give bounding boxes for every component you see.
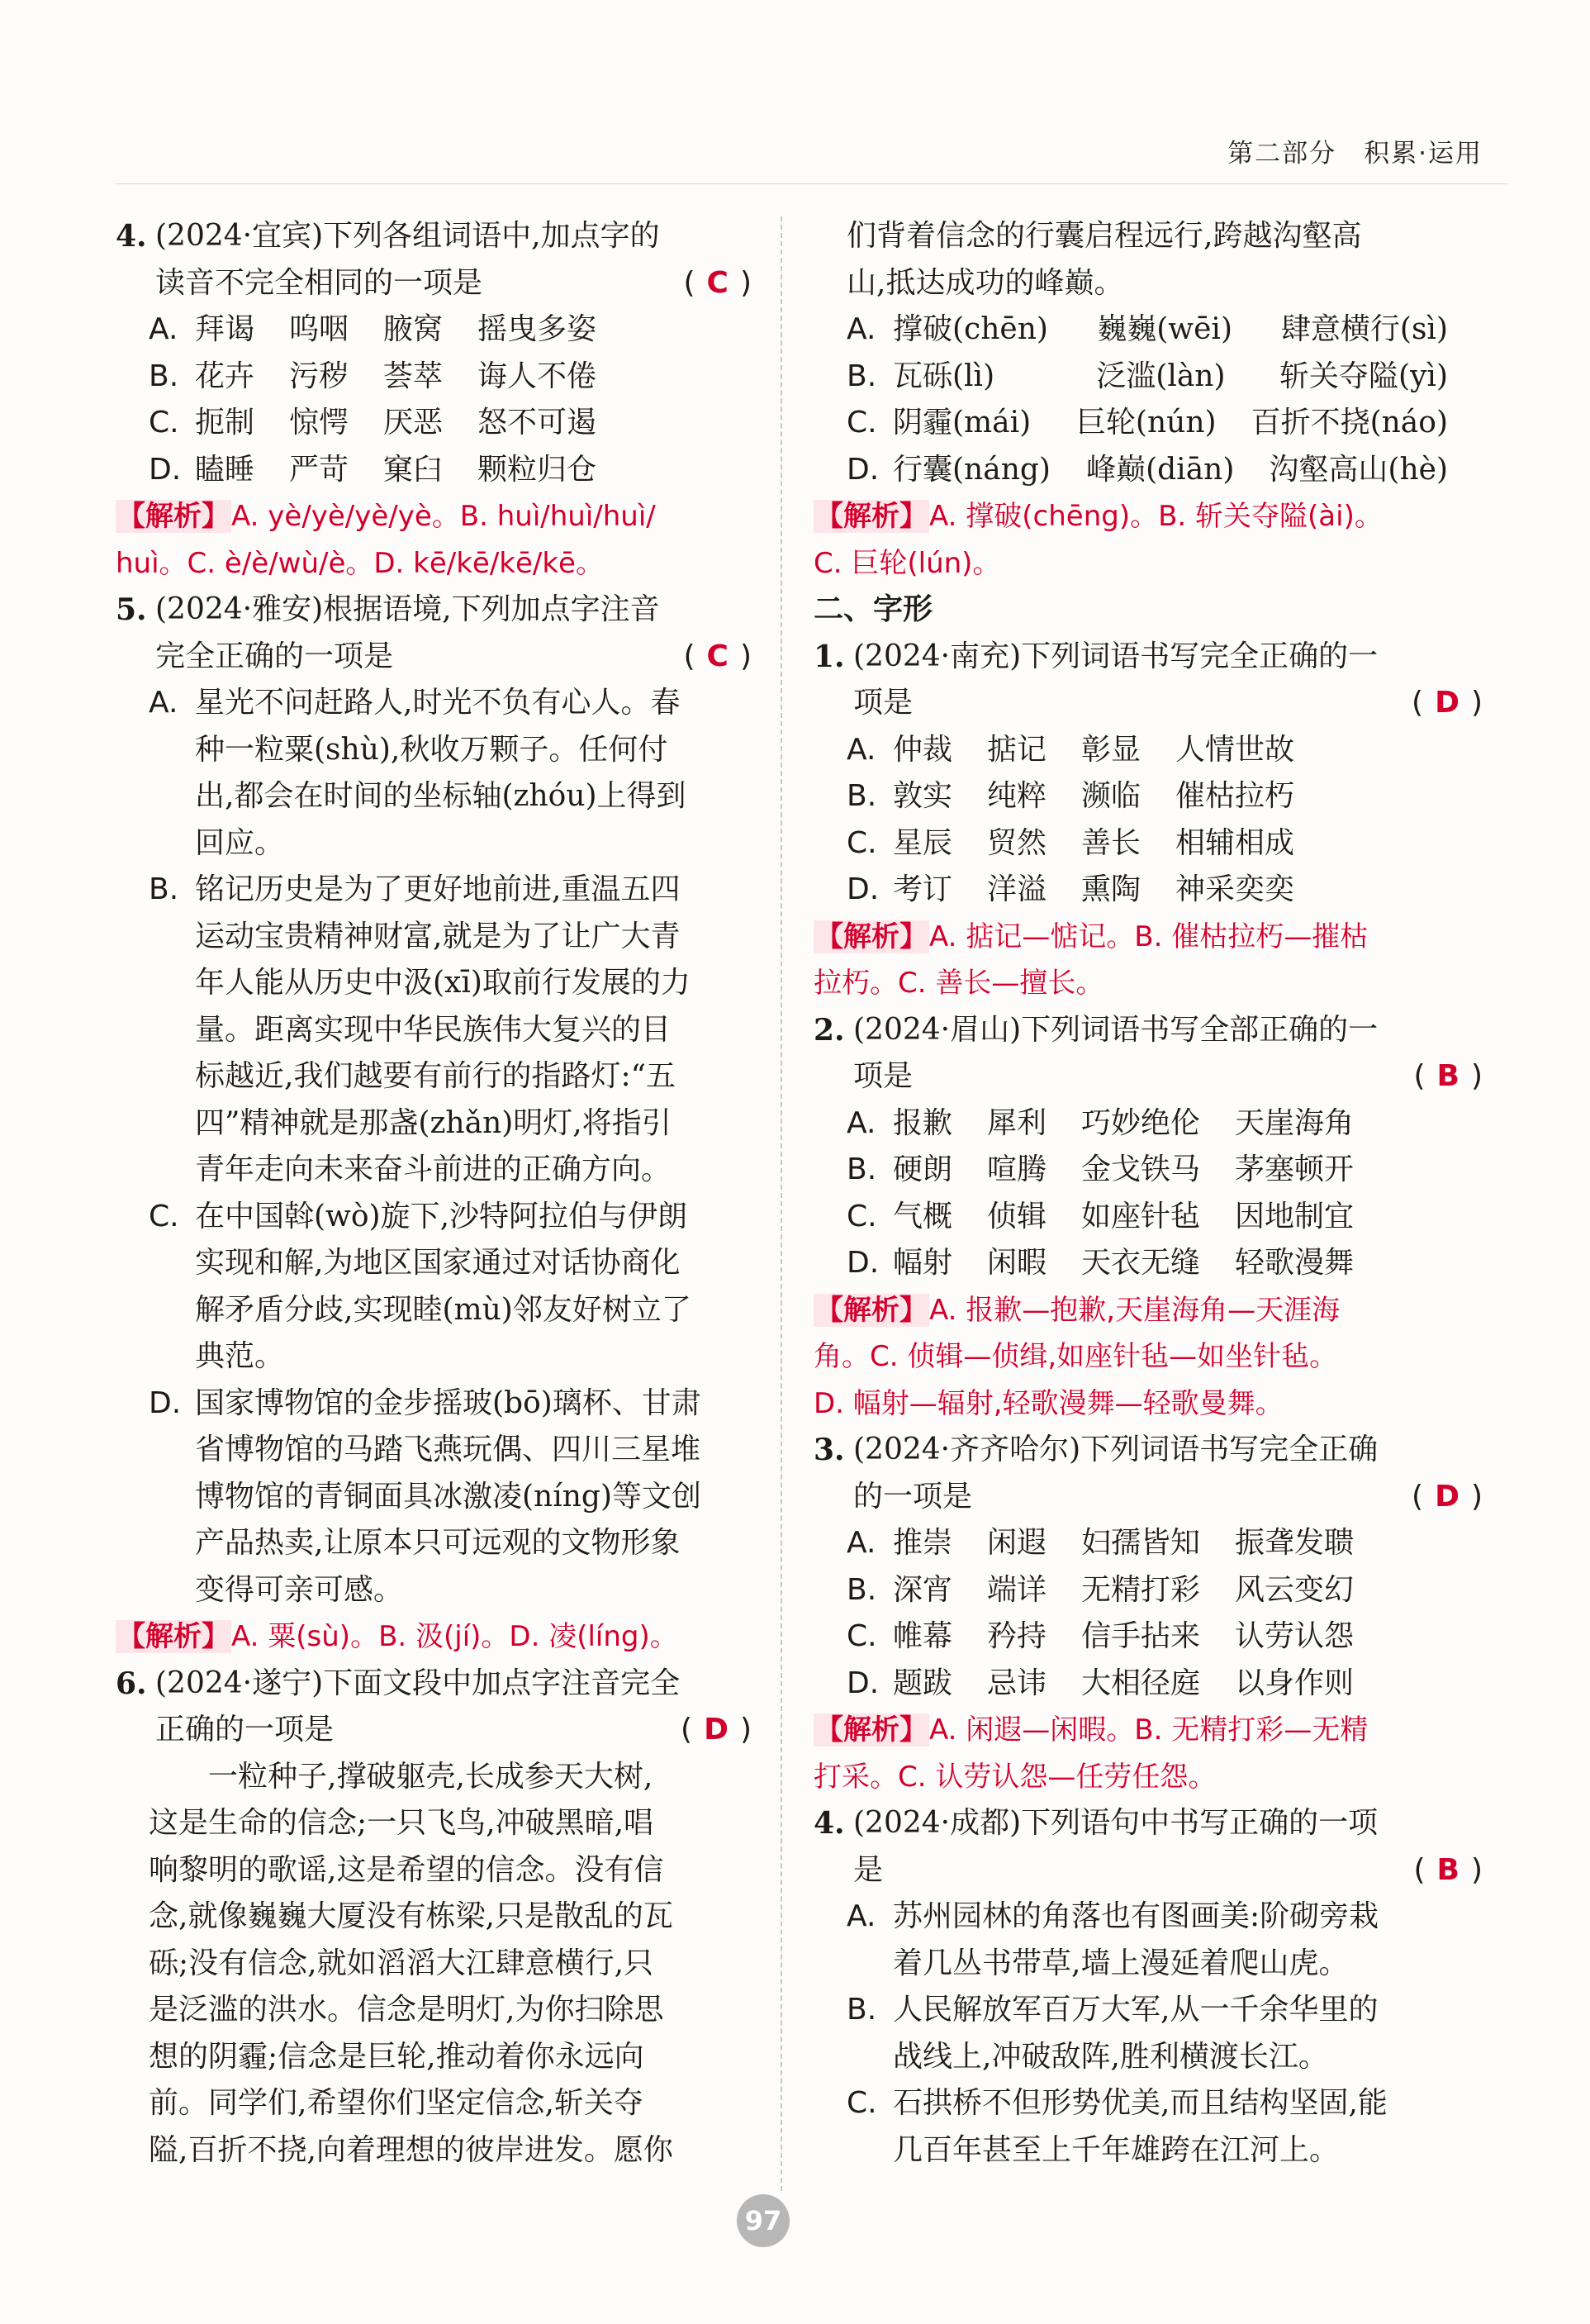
question-number: 4. bbox=[116, 219, 147, 254]
question-stem-line: 项是 ( D ) bbox=[853, 680, 1483, 727]
answer-box: ( D ) bbox=[681, 1713, 752, 1747]
explanation-tag: 【解析】 bbox=[815, 500, 928, 533]
explanation-tag: 【解析】 bbox=[815, 1293, 928, 1327]
question-6-pronunciation bbox=[116, 1661, 752, 1754]
answer-letter: C bbox=[706, 265, 729, 300]
question-2-characters bbox=[814, 1007, 1483, 1100]
explanation-tag: 【解析】 bbox=[815, 1713, 928, 1747]
option-b: B. 瓦砾(lì) 泛滥(làn) 斩关夺隘(yì) bbox=[847, 359, 1448, 393]
option-c: C. 阴霾(mái) 巨轮(nún) 百折不挠(náo) bbox=[847, 406, 1448, 440]
option-list bbox=[814, 727, 1483, 914]
option-a: A. 推崇 闲遐 妇孺皆知 振聋发聩 bbox=[847, 1526, 1355, 1560]
question-stem-line: 项是 ( B ) bbox=[853, 1053, 1483, 1100]
option-list bbox=[814, 307, 1483, 493]
option-list bbox=[814, 1894, 1483, 2174]
question-stem-line: (2024·遂宁)下面文段中加点字注音完全 bbox=[155, 1666, 681, 1700]
question-number: 6. bbox=[116, 1666, 147, 1701]
option-a: A. 苏州园林的角落也有图画美:阶砌旁栽 着几丛书带草,墙上漫延着爬山虎。 bbox=[847, 1899, 1379, 1980]
question-number: 4. bbox=[814, 1806, 845, 1841]
answer-box: ( B ) bbox=[1413, 1059, 1483, 1093]
option-a: A. 仲裁 掂记 彰显 人情世故 bbox=[847, 732, 1295, 767]
option-d: D. 题跋 忌讳 大相径庭 以身作则 bbox=[847, 1666, 1355, 1700]
question-4-characters bbox=[814, 1800, 1483, 1894]
answer-letter: C bbox=[706, 639, 729, 673]
option-c: C. 星辰 贸然 善长 相辅相成 bbox=[847, 825, 1295, 860]
option-c: C. 在中国斡(wò)旋下,沙特阿拉伯与伊朗 实现和解,为地区国家通过对话协商化 解矛盾分歧,实现睦(mù)邻友好树立了 典范。 bbox=[149, 1199, 691, 1373]
option-c: C. 扼制 惊愕 厌恶 怒不可遏 bbox=[149, 406, 597, 440]
explanation: 【解析】A. 掂记—惦记。B. 催枯拉朽—摧枯 拉朽。C. 善长—擅长。 bbox=[814, 920, 1369, 1000]
question-number: 1. bbox=[814, 639, 845, 674]
explanation: 【解析】A. 撑破(chēng)。B. 斩关夺隘(ài)。 C. 巨轮(lún)。 bbox=[814, 500, 1383, 580]
answer-letter: D bbox=[1435, 686, 1459, 720]
option-a: A. 拜谒 呜咽 腋窝 摇曳多姿 bbox=[149, 312, 597, 346]
question-5-pronunciation bbox=[116, 587, 752, 680]
option-list bbox=[814, 1100, 1483, 1287]
answer-letter: B bbox=[1436, 1059, 1459, 1093]
question-4-pronunciation bbox=[116, 213, 752, 307]
section-heading: 二、字形 bbox=[814, 592, 933, 626]
option-c: C. 石拱桥不但形势优美,而且结构坚固,能 几百年甚至上千年雄跨在江河上。 bbox=[847, 2086, 1388, 2167]
question-stem-line: 完全正确的一项是 ( C ) bbox=[155, 634, 752, 681]
explanation-tag: 【解析】 bbox=[117, 1620, 230, 1653]
question-1-characters bbox=[814, 634, 1483, 727]
question-stem-line: (2024·齐齐哈尔)下列词语书写完全正确 bbox=[853, 1433, 1379, 1466]
option-d: D. 考订 洋溢 熏陶 神采奕奕 bbox=[847, 872, 1295, 906]
question-number: 3. bbox=[814, 1433, 845, 1467]
question-stem-line: (2024·南充)下列词语书写完全正确的一 bbox=[853, 639, 1379, 673]
explanation-tag: 【解析】 bbox=[117, 500, 230, 533]
column-divider bbox=[781, 216, 782, 2191]
option-b: B. 人民解放军百万大军,从一千余华里的 战线上,冲破敌阵,胜利横渡长江。 bbox=[847, 1993, 1379, 2074]
option-b: B. 深宵 端详 无精打彩 风云变幻 bbox=[847, 1572, 1355, 1607]
option-list bbox=[116, 680, 752, 1613]
option-b: B. 花卉 污秽 荟萃 诲人不倦 bbox=[149, 359, 597, 393]
answer-letter: D bbox=[1435, 1479, 1459, 1514]
left-column bbox=[116, 213, 752, 2174]
answer-box: ( C ) bbox=[683, 639, 752, 673]
explanation-tag: 【解析】 bbox=[815, 920, 928, 953]
option-b: B. 敦实 纯粹 濒临 催枯拉朽 bbox=[847, 779, 1295, 813]
explanation: 【解析】A. 闲遐—闲暇。B. 无精打彩—无精 打采。C. 认劳认怨—任劳任怨。 bbox=[814, 1713, 1369, 1794]
header-rule bbox=[116, 183, 1507, 184]
question-stem-line: (2024·宜宾)下列各组词语中,加点字的 bbox=[155, 219, 660, 253]
answer-box: ( D ) bbox=[1412, 1479, 1483, 1514]
option-d: D. 瞌睡 严苛 窠臼 颗粒归仓 bbox=[149, 452, 597, 487]
explanation: 【解析】A. 报歉—抱歉,天崖海角—天涯海 角。C. 侦辑—侦缉,如座针毡—如坐针毡。 D. 幅射—辐射,轻歌漫舞—轻歌曼舞。 bbox=[814, 1293, 1341, 1420]
answer-box: ( B ) bbox=[1413, 1852, 1483, 1887]
option-b: B. 硬朗 喧腾 金戈铁马 茅塞顿开 bbox=[847, 1152, 1355, 1186]
question-stem-line: (2024·成都)下列语句中书写正确的一项 bbox=[853, 1806, 1379, 1840]
explanation: 【解析】A. yè/yè/yè/yè。B. huì/huì/huì/ huì。C. è/è/wù/è。D. kē/kē/kē/kē。 bbox=[116, 500, 656, 580]
option-list bbox=[814, 1520, 1483, 1707]
question-3-characters bbox=[814, 1427, 1483, 1520]
option-c: C. 气概 侦辑 如座针毡 因地制宜 bbox=[847, 1199, 1355, 1233]
question-stem-line: 的一项是 ( D ) bbox=[853, 1474, 1483, 1521]
passage-continued: 们背着信念的行囊启程远行,跨越沟壑高 山,抵达成功的峰巅。 bbox=[847, 219, 1362, 300]
explanation: 【解析】A. 粟(sù)。B. 汲(jí)。D. 凌(líng)。 bbox=[117, 1620, 678, 1653]
option-d: D. 行囊(náng) 峰巅(diān) 沟壑高山(hè) bbox=[847, 452, 1448, 487]
option-a: A. 撑破(chēn) 巍巍(wēi) 肆意横行(sì) bbox=[847, 312, 1448, 346]
question-stem-line: 正确的一项是 ( D ) bbox=[155, 1707, 752, 1754]
answer-letter: D bbox=[704, 1713, 729, 1747]
page-header: 第二部分 积累·运用 bbox=[1227, 139, 1483, 169]
question-number: 5. bbox=[116, 592, 147, 627]
option-c: C. 帷幕 矜持 信手拈来 认劳认怨 bbox=[847, 1619, 1355, 1653]
right-column bbox=[814, 213, 1483, 2174]
question-stem-line: (2024·雅安)根据语境,下列加点字注音 bbox=[155, 592, 660, 626]
page-number: 97 bbox=[737, 2194, 790, 2247]
option-a: A. 星光不问赶路人,时光不负有心人。春 种一粒粟(shù),秋收万颗子。任何付 出,都会在时间的坐标轴(zhóu)上得到 回应。 bbox=[149, 686, 686, 860]
answer-letter: B bbox=[1436, 1852, 1459, 1887]
option-a: A. 报歉 犀利 巧妙绝伦 天崖海角 bbox=[847, 1105, 1355, 1140]
passage: 一粒种子,撑破躯壳,长成参天大树, 这是生命的信念;一只飞鸟,冲破黑暗,唱 响黎明的歌谣,这是希望的信念。没有信 念,就像巍巍大厦没有栋梁,只是散乱的瓦 砾;没有信念,就如滔滔大江肆意横行,只 是泛滥的洪水。信念是明灯,为你扫除思 想的阴霾;信念是巨轮,推动着你永远向 前。同学们,希望你们坚定信念,斩关夺 隘,百折不挠,向着理想的彼岸进发。愿你 bbox=[149, 1759, 673, 2167]
option-list bbox=[116, 307, 752, 493]
question-stem-line: 读音不完全相同的一项是 ( C ) bbox=[155, 260, 752, 307]
option-b: B. 铭记历史是为了更好地前进,重温五四 运动宝贵精神财富,就是为了让广大青 年人能从历史中汲(xī)取前行发展的力 量。距离实现中华民族伟大复兴的目 标越近,我们越要有前行的指路灯:“五 四”精神就是那盏(zhǎn)明灯,将指引 青年走向未来奋斗前进的正确方向。 bbox=[149, 872, 691, 1186]
answer-box: ( C ) bbox=[683, 265, 752, 300]
question-stem-line: 是 ( B ) bbox=[853, 1847, 1483, 1894]
answer-box: ( D ) bbox=[1412, 686, 1483, 720]
question-stem-line: (2024·眉山)下列词语书写全部正确的一 bbox=[853, 1012, 1379, 1047]
question-number: 2. bbox=[814, 1012, 845, 1048]
option-d: D. 国家博物馆的金步摇玻(bō)璃杯、甘肃 省博物馆的马踏飞燕玩偶、四川三星堆 博物馆的青铜面具冰激凌(níng)等文创 产品热卖,让原本只可远观的文物形象 变得可亲可感。 bbox=[149, 1385, 702, 1607]
option-d: D. 幅射 闲暇 天衣无缝 轻歌漫舞 bbox=[847, 1246, 1355, 1280]
